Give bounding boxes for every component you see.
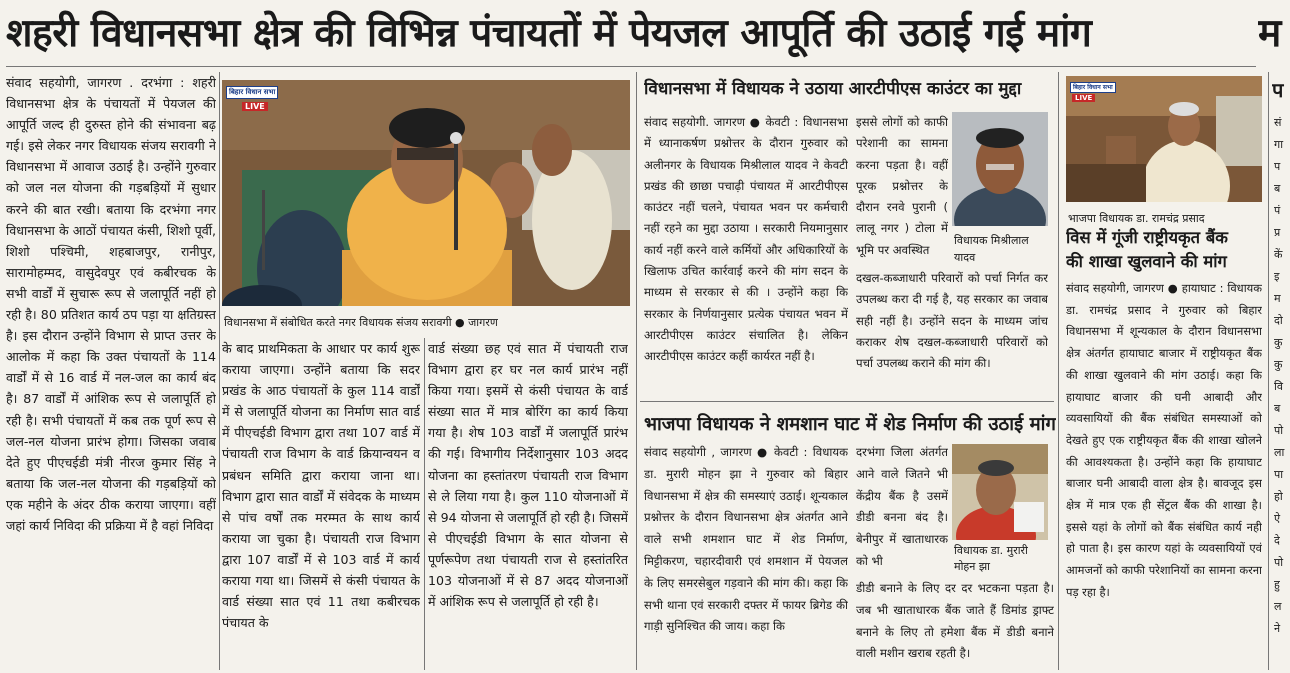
section-rule [636, 72, 637, 670]
mla-murari-portrait [952, 444, 1048, 540]
edge-line-fragment: ने [1274, 622, 1281, 635]
mla-ramchandra-scene [1066, 76, 1262, 202]
edge-line-fragment: पा [1274, 468, 1284, 481]
assembly-speech-illustration [222, 80, 630, 306]
edge-line-fragment: ब [1274, 402, 1281, 415]
edge-line-fragment: म [1274, 292, 1281, 305]
edge-line-fragment: पो [1274, 556, 1284, 569]
main-story-column-1: संवाद सहयोगी, जागरण . दरभंगा : शहरी विधानसभा क्षेत्र के पंचायतों में पेयजल की आपूर्ति जल्द ही दुरुस्त होने की संभावना बढ़ गई। इसे लेकर नगर विधायक संजय सरावगी ने विधानसभा में आवाज उठाई है। उन्होंने गुरुवार को जल नल योजना की गड़बड़ियों में सुधार करने की बात रखी। बताया कि दरभंगा नगर विधानसभा के आठों पंचायत कंसी, शिशो पूर्वी, शिशो पश्चिमी, शहबाजपुर, रानीपुर, सारामोहम्मद, वासुदेवपुर एवं कबीरचक के सभी वार्डों में सुचारू रूप से जलापूर्ति नहीं हो रही है। 80 प्रतिशत कार्य ठप पड़ा या क्षतिग्रस्त है। इस दौरान उन्होंने विभाग से प्राप्त उत्तर के आलोक में कहा कि उक्त पंचायतों के 114 वार्डों में से 16 वार्ड में नल-जल का कार्य बंद है। 87 वार्डों में आंशिक रूप से जलापूर्ति हो रही है। सभी पंचायतों में कब तक पूर्ण रूप से जल-नल योजना प्रारंभ होगा। जिसका जवाब देते हुए पीएचईडी मंत्री नीरज कुमार सिंह ने बताया कि जल-नल योजना की गड़बड़ियों को एक महीने के अंदर ठीक कराया जाएगा। वहीं जहां कार्य निविदा की प्रक्रिया में है वहां निविदा [6, 75, 216, 533]
next-headline-fragment: म [1258, 11, 1282, 56]
story2-column-2-bottom: दखल-कब्जाधारी परिवारों को पर्चा निर्गत कर उपलब्ध करा दी गई है, यह सरकार का जवाब सही नहीं है। उन्होंने सदन के माध्यम जांच कराकर शेष दखल-कब्जाधारी परिवारों को पर्चा उपलब्ध कराने की मांग की। [856, 271, 1048, 371]
edge-line-fragment: सं [1274, 116, 1282, 129]
edge-line-fragment: हो [1274, 490, 1283, 503]
story2-headline: विधानसभा में विधायक ने उठाया आरटीपीएस काउंटर का मुद्दा [644, 79, 1022, 99]
mla-mishrilal-photo [952, 112, 1048, 226]
story-rule [640, 401, 1054, 402]
story3-headline: भाजपा विधायक ने शमशान घाट में शेड निर्माण की उठाई मांग [644, 414, 1056, 435]
edge-line-fragment: इ [1274, 270, 1280, 283]
edge-line-fragment: दो [1274, 314, 1283, 327]
story3-column-1: संवाद सहयोगी , जागरण ● केवटी : विधायक डा. मुरारी मोहन झा ने गुरुवार को बिहार विधानसभा में क्षेत्र की समस्याएं उठाई। शून्यकाल प्रश्नोत्तर के दौरान विधानसभा क्षेत्र अंतर्गत आने वाले सभी शमशान घाट में शेड निर्माण, मिट्टीकरण, चहारदीवारी एवं शमशान में पेयजल के लिए समरसेबुल गड़वाने की मांग की। कहा कि सभी थाना एवं सरकारी दफ्तर में फायर ब्रिगेड की गाड़ी सुनिश्चित की जाय। कहा कि [644, 445, 848, 634]
mla-mishrilal-caption: विधायक मिश्रीलाल यादव [954, 234, 1029, 264]
assembly-speech-photo [222, 80, 630, 306]
mla-ramchandra-photo [1066, 76, 1262, 202]
story4-headline-line1: विस में गूंजी राष्ट्रीयकृत बैंक [1066, 228, 1228, 247]
edge-line-fragment: ब [1274, 182, 1281, 195]
edge-headline-fragment: प [1272, 78, 1284, 102]
page-edge-rule [1268, 72, 1269, 670]
section-rule [1058, 72, 1059, 670]
mla-murari-photo [952, 444, 1048, 540]
story4-headline-line2: की शाखा खुलवाने की मांग [1066, 252, 1227, 271]
headline-rule [6, 66, 1256, 67]
story3-column-2-bottom: डीडी बनाने के लिए दर दर भटकना पड़ता है। जब भी खाताधारक बैंक जाते हैं डिमांड ड्राफ्ट बनाने के लिए तो हमेशा बैंक में डीडी बनाने वाली मशीन खराब रहती है। [856, 581, 1054, 661]
edge-line-fragment: प्र [1274, 226, 1281, 239]
edge-line-fragment: कु [1274, 336, 1283, 349]
main-story-column-3: वार्ड संख्या छह एवं सात में पंचायती राज विभाग द्वारा हर घर नल कार्य प्रारंभ नहीं किया गया। इसमें से कंसी पंचायत के वार्ड संख्या सात में मात्र बोरिंग का कार्य किया गया है। शेष 103 वार्डों में जलापूर्ति प्रारंभ की गई। विभागीय निर्देशानुसार 103 अदद योजना का हस्तांतरण पंचायती राज विभाग से ले लिया गया है। कुल 110 योजनाओं में से 94 योजना से जलापूर्ति हो रही है। जिसमें से पीएचईडी विभाग के सात योजना से पूर्णरूपेण तथा पंचायती राज से हस्तांतरित 103 योजनाओं में से 87 अदद योजनाओं में आंशिक रूप से जलापूर्ति हो रही है। [428, 341, 628, 610]
edge-line-fragment: ऐ [1274, 512, 1281, 525]
edge-line-fragment: ला [1274, 446, 1285, 459]
mla-murari-caption-line2: मोहन झा [954, 560, 991, 573]
edge-line-fragment: प [1274, 160, 1281, 173]
mla-murari-caption-line1: विधायक डा. मुरारी [954, 544, 1028, 557]
edge-line-fragment: पो [1274, 424, 1284, 437]
main-photo-caption: विधानसभा में संबोधित करते नगर विधायक संजय सरावगी ● जागरण [224, 316, 498, 329]
mla-ramchandra-caption: भाजपा विधायक डा. रामचंद्र प्रसाद [1068, 212, 1205, 225]
story3-column-2-top: दरभंगा जिला अंतर्गत आने वाले जितने भी केंद्रीय बैंक है उसमें डीडी बनना बंद है। बेनीपुर में खाताधारक को भी [856, 445, 948, 568]
edge-line-fragment: दे [1274, 534, 1280, 547]
story4-body: संवाद सहयोगी, जागरण ● हायाघाट : विधायक डा. रामचंद्र प्रसाद ने गुरुवार को बिहार विधानसभा में शून्यकाल के दौरान विधानसभा क्षेत्र अंतर्गत हायाघाट बाजार में राष्ट्रीयकृत बैंक की शाखा खुलवाने की मांग उठाई। कहा कि हायाघाट बाजार की घनी आबादी और व्यवसायियों की बैंक संबंधित समस्याओं को देखते हुए एक राष्ट्रीयकृत बैंक की शाखा खोलने की आवश्यकता है। उन्होंने कहा कि हायाघाट बाजार घनी आबादी वाला क्षेत्र है। बावजूद इस क्षेत्र में मात्र एक ही सेंट्रल बैंक की शाखा है। इससे यहां के लोगों को बैंक संबंधित कार्य नही हो पाता है। इस कारण यहां के व्यवसायियों एवं आमजनों को काफी परेशानियों का सामना करना पड़ रहा है। [1066, 281, 1262, 599]
story2-column-1: संवाद सहयोगी. जागरण ● केवटी : विधानसभा में ध्यानाकर्षण प्रश्नोत्तर के दौरान गुरुवार को अलीनगर के विधायक मिश्रीलाल यादव ने केवटी प्रखंड की छाछा पचाढ़ी पंचायत में आरटीपीएस काउंटर नहीं चलने, पंचायत भवन पर कर्मचारी नहीं रहने का मुद्दा उठाया । सरकारी नियमानुसार कार्य नहीं करने वाले कर्मियों और अधिकारियों के खिलाफ उचित कार्रवाई करने की मांग सदन के माध्यम से सरकार से की । उन्होंने कहा कि सरकार के निर्णयानुसार प्रत्येक पंचायत भवन में आरटीपीएस काउंटर संचालित है। लेकिन आरटीपीएस काउंटर कहीं कार्यरत नहीं है। [644, 115, 848, 364]
live-badge: LIVE [242, 102, 268, 111]
live-badge-small: LIVE [1072, 94, 1095, 102]
edge-text-fragments [1274, 112, 1290, 670]
edge-line-fragment: कु [1274, 358, 1283, 371]
edge-line-fragment: गा [1274, 138, 1284, 151]
assembly-logo-small: बिहार विधान सभा [1070, 82, 1116, 93]
column-rule [424, 338, 425, 670]
story2-column-2-top: इससे लोगों को काफी परेशानी का सामना करना पड़ता है। वहीं पूरक प्रश्नोत्तर के दौरान रनवे पुरानी ( लालू नगर ) टोला में भूमि पर अवस्थित [856, 115, 948, 257]
main-story-column-2: के बाद प्राथमिकता के आधार पर कार्य शुरू कराया जाएगा। उन्होंने बताया कि सदर प्रखंड के आठ पंचायतों के कुल 114 वार्डों में से जलापूर्ति योजना का निर्माण सात वार्ड में पीएचईडी विभाग द्वारा तथा 107 वार्ड में पंचायती राज विभाग के वार्ड क्रियान्वयन व प्रबंधन समिति द्वारा कराया जाना था। विभाग द्वारा सात वार्डों में संवेदक के माध्यम से पांच वर्षों तक मरम्मत के साथ कार्य कराया जा चुका है। पंचायती राज विभाग द्वारा 107 वार्डों में से 103 वार्ड में कार्य कराया गया था। जिसमें से कंसी पंचायत के वार्ड संख्या सात एवं 11 तथा कबीरचक पंचायत के [222, 341, 420, 631]
edge-line-fragment: पं [1274, 204, 1281, 217]
edge-line-fragment: कें [1274, 248, 1283, 261]
edge-line-fragment: हु [1274, 578, 1280, 591]
column-rule [219, 72, 220, 670]
assembly-logo: बिहार विधान सभा [226, 86, 278, 99]
mla-mishrilal-portrait [952, 112, 1048, 226]
edge-line-fragment: ल [1274, 600, 1282, 613]
main-headline: शहरी विधानसभा क्षेत्र की विभिन्न पंचायतों में पेयजल आपूर्ति की उठाई गई मांग [6, 11, 1092, 56]
edge-line-fragment: वि [1274, 380, 1283, 393]
